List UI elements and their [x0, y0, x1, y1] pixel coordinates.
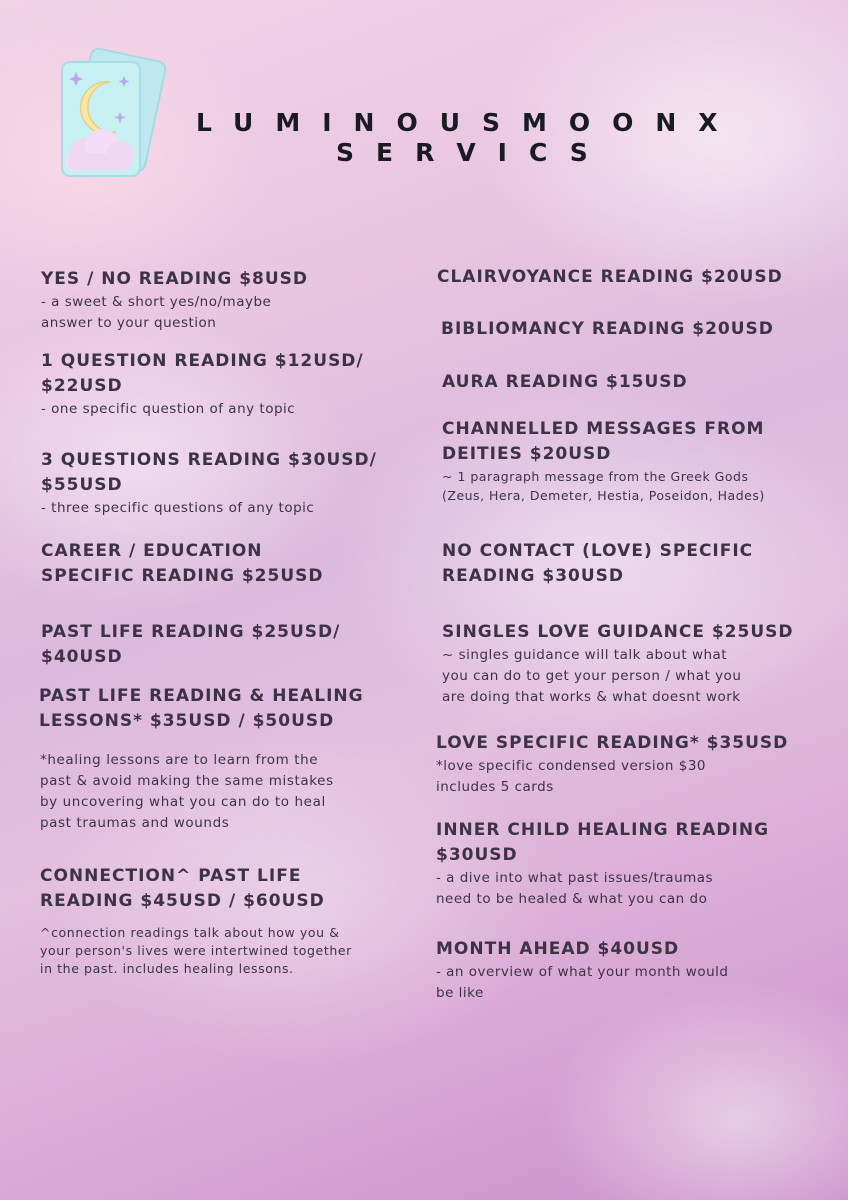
service-title: CLAIRVOYANCE READING $20USD: [437, 267, 783, 287]
service-no-contact: [442, 539, 838, 589]
service-title: INNER CHILD HEALING READING $30USD: [436, 820, 770, 865]
service-inner-child: [436, 818, 836, 910]
service-title: PAST LIFE READING & HEALING LESSONS* $35USD / $50USD: [39, 686, 364, 731]
service-description: *love specific condensed version $30 includes 5 cards: [436, 758, 707, 795]
title-line-1: LUMINOUSMOONX: [196, 108, 740, 137]
service-title: 3 QUESTIONS READING $30USD/ $55USD: [41, 450, 377, 495]
service-career-education: [41, 539, 411, 589]
service-title: CAREER / EDUCATION SPECIFIC READING $25USD: [41, 541, 324, 586]
page-title: [196, 108, 796, 168]
service-3-questions: [41, 448, 411, 519]
service-title: CHANNELLED MESSAGES FROM DEITIES $20USD: [442, 419, 765, 464]
service-past-life-healing: [39, 684, 419, 734]
service-title: YES / NO READING $8USD: [41, 269, 309, 289]
service-connection-past-life: [40, 864, 420, 914]
service-past-life: [41, 620, 411, 670]
service-yes-no: [41, 267, 411, 334]
service-title: 1 QUESTION READING $12USD/ $22USD: [41, 351, 364, 396]
service-title: MONTH AHEAD $40USD: [436, 939, 680, 959]
title-line-2: SERVICS: [336, 138, 610, 167]
connection-note: ^connection readings talk about how you & your person's lives were intertwined together in the past. includes healing lessons.: [40, 925, 352, 976]
service-channelled-messages: [442, 417, 842, 505]
service-description: ~ singles guidance will talk about what you can do to get your person / what you are doing that works & what doesnt work: [442, 647, 742, 705]
healing-lessons-note: *healing lessons are to learn from the past & avoid making the same mistakes by uncovering what you can do to heal past traumas and wounds: [40, 752, 334, 831]
service-description: - three specific questions of any topic: [41, 500, 315, 516]
service-description: - an overview of what your month would be like: [436, 964, 729, 1001]
service-singles-love: [442, 620, 842, 708]
service-title: PAST LIFE READING $25USD/ $40USD: [41, 622, 341, 667]
service-title: NO CONTACT (LOVE) SPECIFIC READING $30USD: [442, 541, 754, 586]
service-aura: [442, 370, 838, 395]
service-description: ~ 1 paragraph message from the Greek Gods (Zeus, Hera, Demeter, Hestia, Poseidon, Hades): [442, 469, 765, 503]
service-love-specific: [436, 731, 836, 798]
service-clairvoyance: [437, 265, 837, 290]
service-1-question: [41, 349, 411, 420]
service-description: - a sweet & short yes/no/maybe answer to your question: [41, 294, 272, 331]
tarot-card-moon-icon: [54, 48, 174, 188]
service-title: AURA READING $15USD: [442, 372, 688, 392]
service-description: - a dive into what past issues/traumas need to be healed & what you can do: [436, 870, 714, 907]
service-title: SINGLES LOVE GUIDANCE $25USD: [442, 622, 794, 642]
service-title: CONNECTION^ PAST LIFE READING $45USD / $60USD: [40, 866, 325, 911]
service-bibliomancy: [441, 317, 837, 342]
service-month-ahead: [436, 937, 836, 1004]
service-title: LOVE SPECIFIC READING* $35USD: [436, 733, 789, 753]
service-description: - one specific question of any topic: [41, 401, 296, 417]
service-title: BIBLIOMANCY READING $20USD: [441, 319, 774, 339]
